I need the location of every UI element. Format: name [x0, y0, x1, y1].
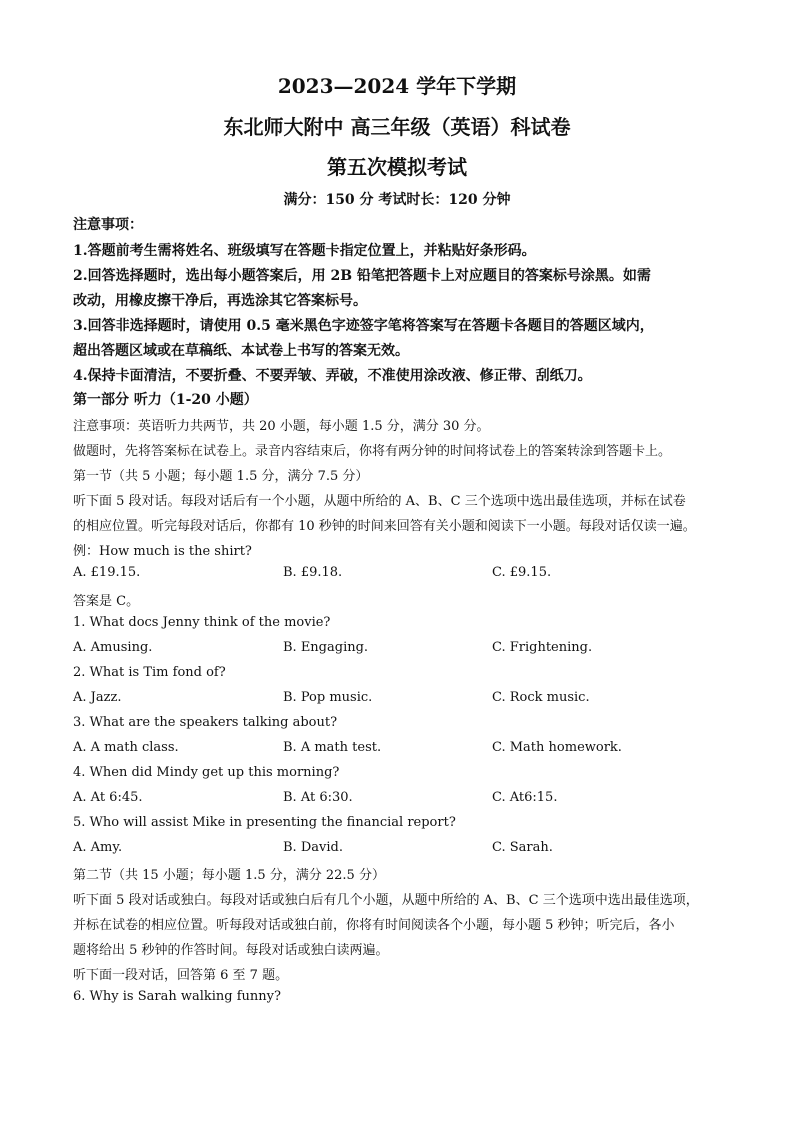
- option-c: C. Frightening.: [492, 640, 593, 655]
- question: 2. What is Tim fond of?: [73, 665, 226, 680]
- part1-note: 做题时，先将答案标在试卷上。录音内容结束后，你将有两分钟的时间将试卷上的答案转涂到答题卡上。: [73, 444, 672, 459]
- option-b: B. At 6:30.: [283, 790, 353, 805]
- notice-item: 改动，用橡皮擦干净后，再选涂其它答案标号。: [73, 293, 367, 309]
- question: 4. When did Mindy get up this morning?: [73, 765, 340, 780]
- option-a: A. At 6:45.: [73, 790, 143, 805]
- option-a: A. Jazz.: [73, 690, 122, 705]
- notice-heading: 注意事项：: [73, 217, 143, 233]
- dialog-intro: 听下面一段对话，回答第 6 至 7 题。: [73, 968, 289, 983]
- option-c: C. At6:15.: [492, 790, 558, 805]
- title-year: 2023—2024 学年下学期: [277, 74, 517, 98]
- question: 3. What are the speakers talking about?: [73, 715, 338, 730]
- option-c: C. Sarah.: [492, 840, 553, 855]
- score-time: 满分：150 分 考试时长：120 分钟: [283, 192, 511, 208]
- notice-item: 4.保持卡面清洁，不要折叠、不要弄皱、弄破，不准使用涂改液、修正带、刮纸刀。: [73, 368, 592, 384]
- section2-heading: 第二节（共 15 小题；每小题 1.5 分，满分 22.5 分）: [73, 868, 385, 883]
- option-c: C. Rock music.: [492, 690, 590, 705]
- question: 5. Who will assist Mike in presenting the financial report?: [73, 815, 456, 830]
- option-c: C. Math homework.: [492, 740, 622, 755]
- section1-instructions: 听下面 5 段对话。每段对话后有一个小题，从题中所给的 A、B、C 三个选项中选出最佳选项，并标在试卷: [73, 494, 686, 509]
- option-b: B. David.: [283, 840, 343, 855]
- title-exam: 第五次模拟考试: [327, 155, 467, 179]
- section2-instructions: 并标在试卷的相应位置。听每段对话或独白前，你将有时间阅读各个小题，每小题 5 秒钟；听完后，各小: [73, 918, 675, 933]
- example-answer: 答案是 C。: [73, 594, 140, 609]
- question: 1. What docs Jenny think of the movie?: [73, 615, 331, 630]
- notice-item: 3.回答非选择题时，请使用 0.5 毫米黑色字迹签字笔将答案写在答题卡各题目的答题区域内，: [73, 318, 654, 334]
- section2-instructions: 听下面 5 段对话或独白。每段对话或独白后有几个小题，从题中所给的 A、B、C 三个选项中选出最佳选项，: [73, 893, 699, 908]
- part1-heading: 第一部分 听力（1-20 小题）: [73, 392, 258, 408]
- example-question: 例：How much is the shirt?: [73, 544, 252, 559]
- option-c: C. £9.15.: [492, 565, 552, 580]
- option-a: A. Amy.: [73, 840, 123, 855]
- option-a: A. A math class.: [73, 740, 179, 755]
- option-b: B. Pop music.: [283, 690, 373, 705]
- notice-item: 超出答题区域或在草稿纸、本试卷上书写的答案无效。: [73, 343, 409, 359]
- option-a: A. Amusing.: [73, 640, 153, 655]
- option-b: B. Engaging.: [283, 640, 369, 655]
- section1-heading: 第一节（共 5 小题；每小题 1.5 分，满分 7.5 分）: [73, 469, 369, 484]
- option-a: A. £19.15.: [73, 565, 141, 580]
- notice-item: 2.回答选择题时，选出每小题答案后，用 2B 铅笔把答题卡上对应题目的答案标号涂黑。如需: [73, 268, 651, 284]
- question: 6. Why is Sarah walking funny?: [73, 989, 281, 1004]
- part1-note: 注意事项：英语听力共两节，共 20 小题，每小题 1.5 分，满分 30 分。: [73, 419, 490, 434]
- notice-item: 1.答题前考生需将姓名、班级填写在答题卡指定位置上，并粘贴好条形码。: [73, 243, 536, 259]
- option-b: B. A math test.: [283, 740, 382, 755]
- section2-instructions: 题将给出 5 秒钟的作答时间。每段对话或独白读两遍。: [73, 943, 389, 958]
- section1-instructions: 的相应位置。听完每段对话后，你都有 10 秒钟的时间来回答有关小题和阅读下一小题。每段对话仅读一遍。: [73, 519, 696, 534]
- title-school: 东北师大附中 高三年级（英语）科试卷: [223, 115, 571, 139]
- option-b: B. £9.18.: [283, 565, 343, 580]
